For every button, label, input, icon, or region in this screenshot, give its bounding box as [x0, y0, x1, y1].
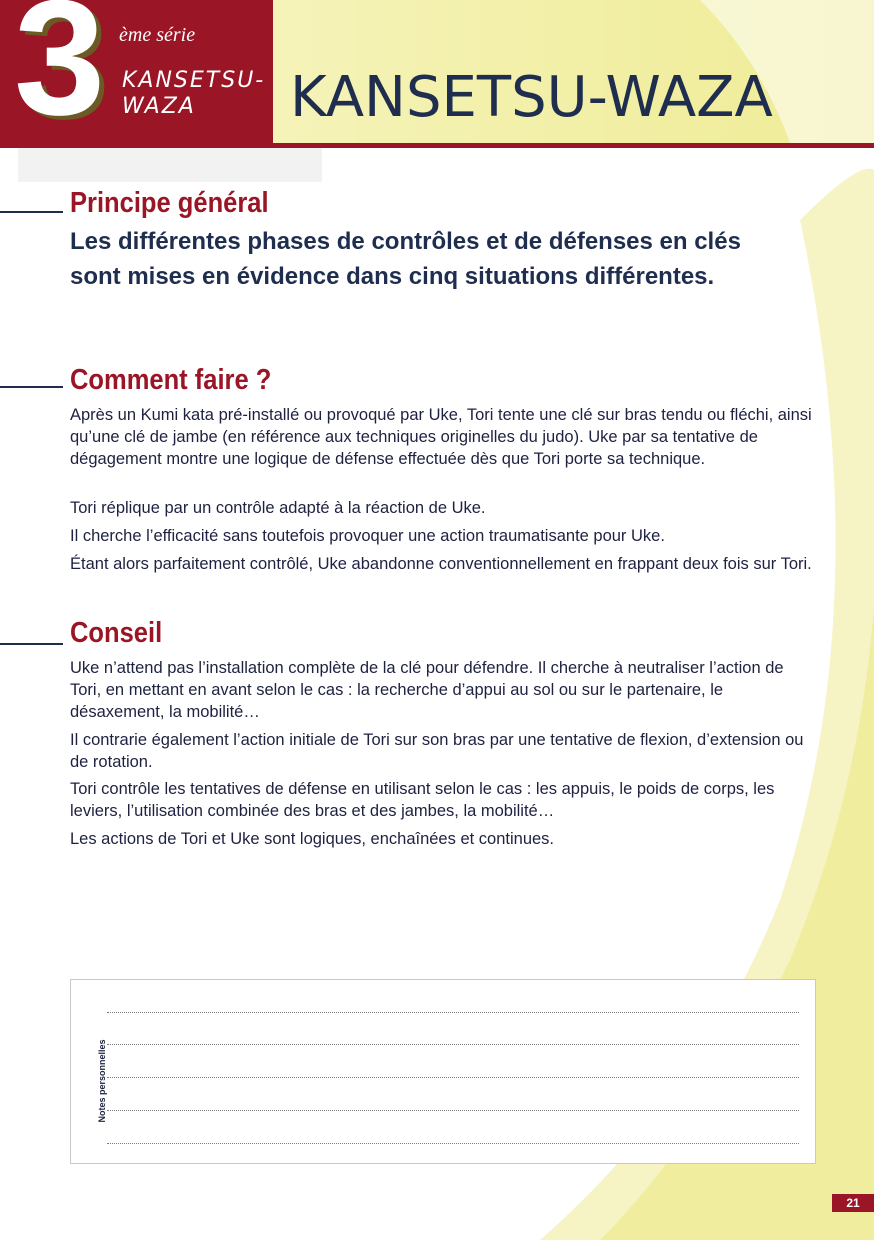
note-line[interactable]	[107, 1012, 799, 1013]
section-rule	[0, 643, 63, 645]
page-number: 21	[832, 1194, 874, 1212]
page-title: KANSETSU-WAZA	[290, 65, 773, 130]
section-lead: Les différentes phases de contrôles et de défenses en clés sont mises en évidence dans cinq situations différentes.	[70, 228, 741, 290]
series-label: ème série	[119, 24, 196, 46]
paragraph: Uke n’attend pas l’installation complète de la clé pour défendre. Il cherche à neutraliser l’action de Tori, en mettant en avant selon le cas : la recherche d’appui au sol ou sur le partenaire, le désaxement, la mobilité…	[70, 659, 784, 721]
note-line[interactable]	[107, 1077, 799, 1078]
section-heading-principe: Principe général	[70, 187, 269, 219]
note-line[interactable]	[107, 1044, 799, 1045]
paragraph: Il cherche l’efficacité sans toutefois provoquer une action traumatisante pour Uke.	[70, 527, 665, 545]
series-name: KANSETSU-WAZA	[122, 68, 266, 119]
paragraph: Tori contrôle les tentatives de défense en utilisant selon le cas : les appuis, le poids de corps, les leviers, l’utilisation combinée des bras et des jambes, la mobilité…	[70, 780, 775, 820]
section-heading-conseil: Conseil	[70, 617, 163, 649]
note-line[interactable]	[107, 1110, 799, 1111]
notes-box[interactable]	[70, 979, 816, 1164]
section-rule	[0, 386, 63, 388]
notes-label: Notes personnelles	[97, 1039, 107, 1123]
series-badge	[0, 0, 273, 143]
series-number: 3	[14, 0, 106, 143]
paragraph: Après un Kumi kata pré-installé ou provoqué par Uke, Tori tente une clé sur bras tendu ou fléchi, ainsi qu’une clé de jambe (en référence aux techniques originelles du judo). Uke par sa tentative de dégagement montre une logique de défense effectuée dès que Tori porte sa technique.	[70, 406, 812, 468]
section-rule	[0, 211, 63, 213]
header-shadow-box	[18, 148, 322, 182]
header-rule	[0, 143, 874, 148]
paragraph: Les actions de Tori et Uke sont logiques, enchaînées et continues.	[70, 830, 555, 848]
paragraph: Tori réplique par un contrôle adapté à la réaction de Uke.	[70, 499, 486, 517]
note-line[interactable]	[107, 1143, 799, 1144]
section-heading-comment: Comment faire ?	[70, 364, 272, 396]
paragraph: Il contrarie également l’action initiale de Tori sur son bras par une tentative de flexion, d’extension ou de rotation.	[70, 731, 804, 771]
paragraph: Étant alors parfaitement contrôlé, Uke abandonne conventionnellement en frappant deux fois sur Tori.	[70, 555, 812, 573]
